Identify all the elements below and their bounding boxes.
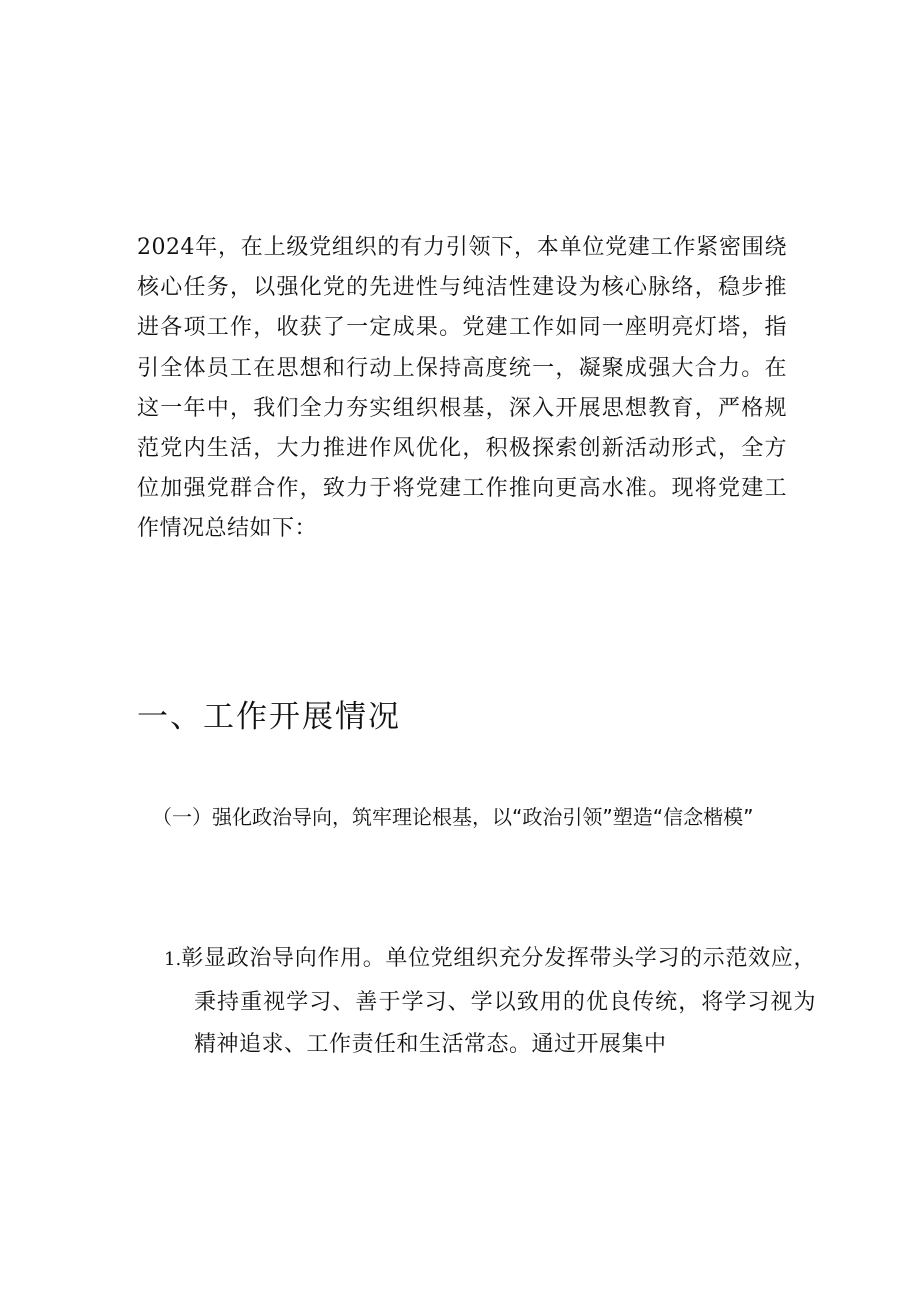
subsection-heading: （一）强化政治导向，筑牢理论根基，以“政治引领”塑造“信念楷模” [152, 805, 754, 829]
list-item [164, 938, 816, 1067]
list-item-text: 彰显政治导向作用。单位党组织充分发挥带头学习的示范效应，秉持重视学习、善于学习、学以致用的优良传统，将学习视为精神追求、工作责任和生活常态。通过开展集中 [181, 946, 816, 1057]
list-item-number: 1. [164, 949, 182, 970]
section-heading: 一、工作开展情况 [137, 699, 401, 735]
intro-paragraph: 2024年，在上级党组织的有力引领下，本单位党建工作紧密围绕核心任务，以强化党的先进性与纯洁性建设为核心脉络，稳步推进各项工作，收获了一定成果。党建工作如同一座明亮灯塔，指引全体员工在思想和行动上保持高度统一，凝聚成强大合力。在这一年中，我们全力夯实组织根基，深入开展思想教育，严格规范党内生活，大力推进作风优化，积极探索创新活动形式，全方位加强党群合作，致力于将党建工作推向更高水准。现将党建工作情况总结如下： [137, 235, 787, 542]
